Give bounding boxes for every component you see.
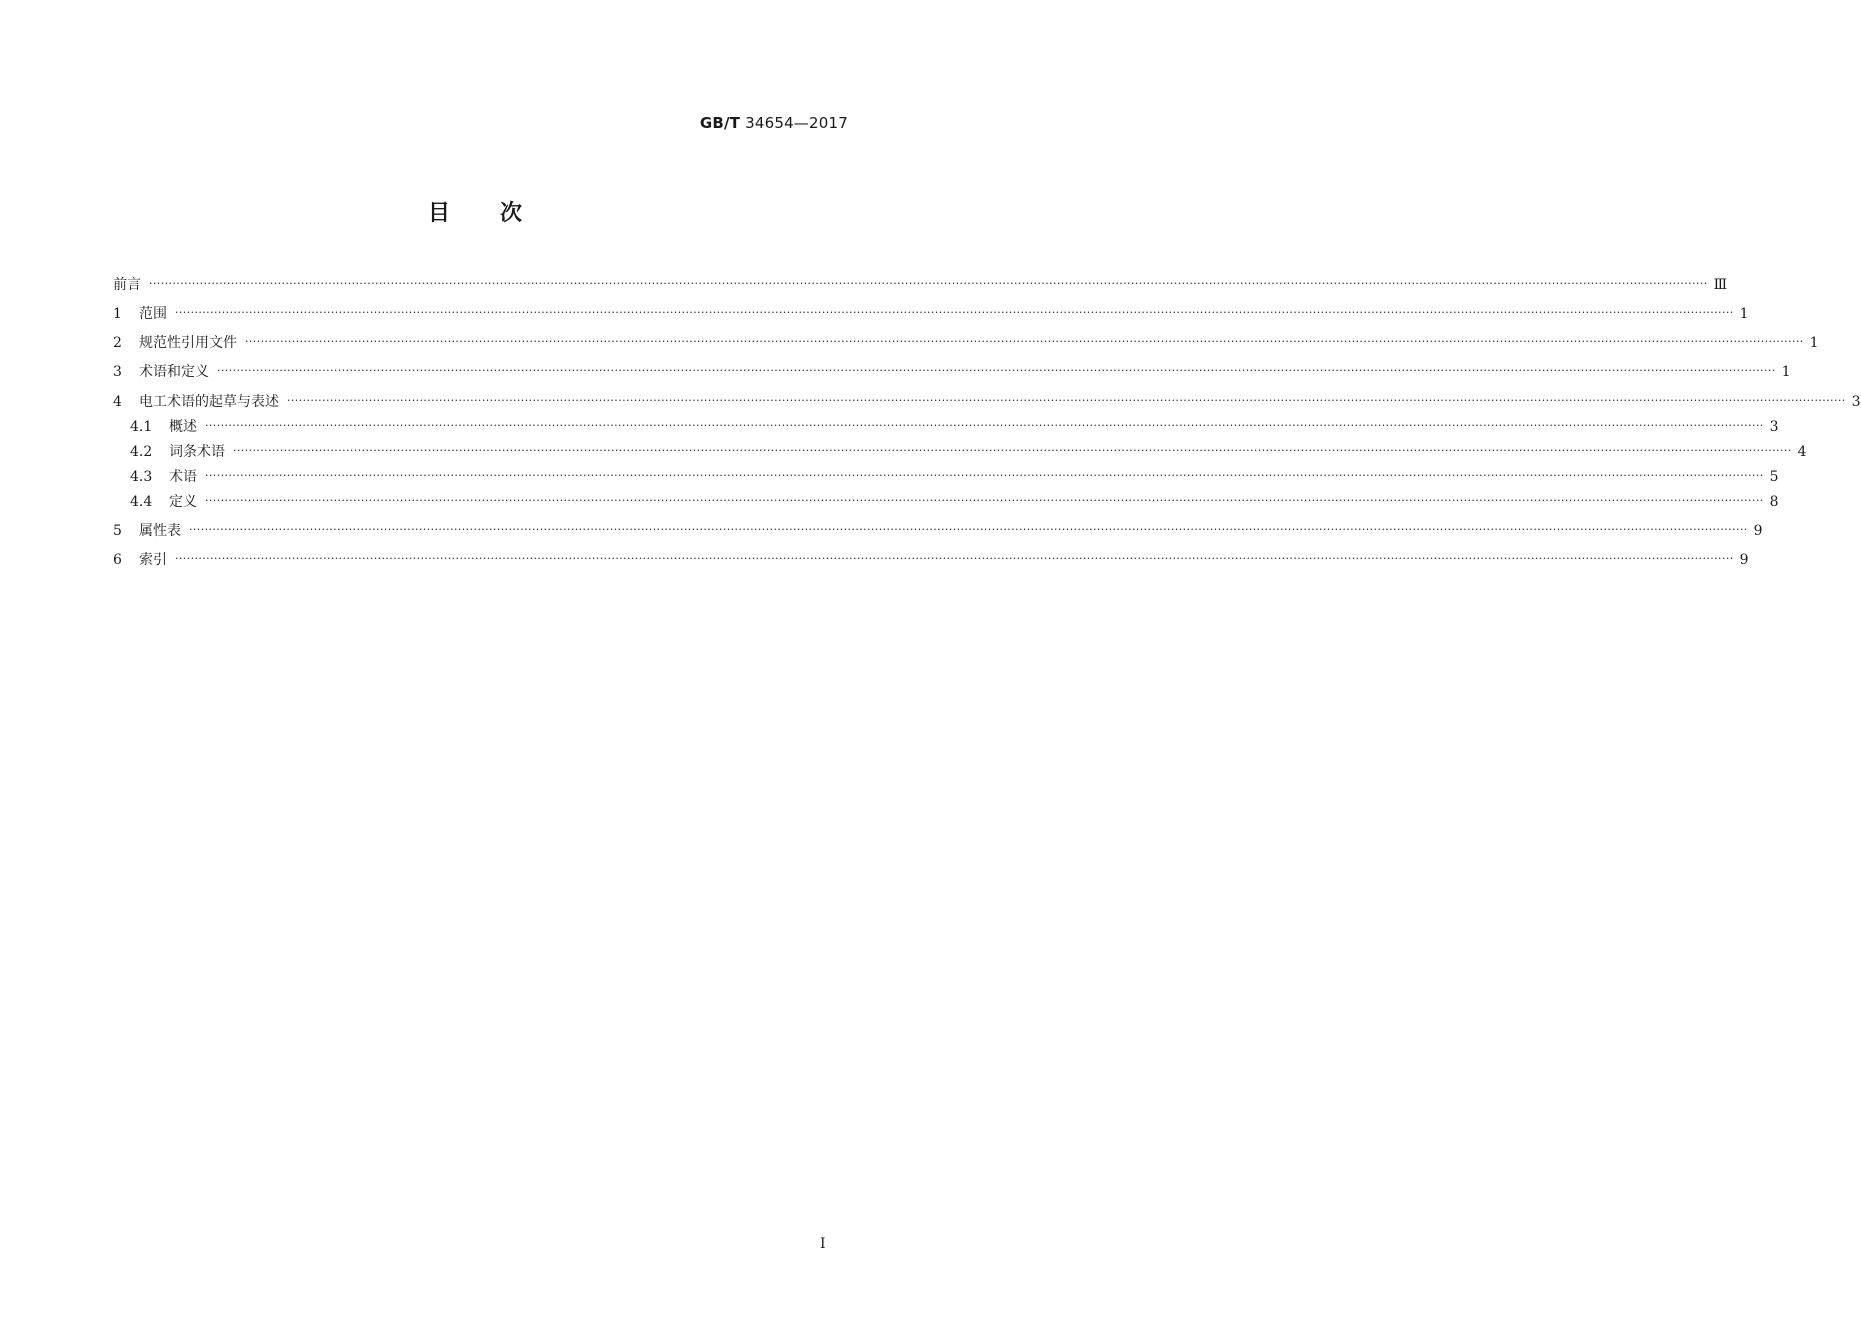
- toc-entry-label: 前言: [113, 277, 141, 293]
- toc-entry-page: Ⅲ: [1713, 277, 1728, 293]
- toc-leader: ················································································································································································································································································································································································································: [149, 277, 1708, 290]
- page-number: Ⅰ: [820, 1236, 826, 1252]
- toc-entry-preface[interactable]: [113, 275, 1728, 295]
- toc-entry-page: 9: [1739, 552, 1749, 568]
- toc-entry-page: 3: [1851, 394, 1861, 410]
- toc-entry-terms-definitions[interactable]: [113, 362, 1791, 382]
- toc-entry-entry-terms[interactable]: [130, 442, 1807, 462]
- toc-entry-terms[interactable]: [130, 467, 1779, 487]
- toc-entry-number: 5: [113, 523, 122, 539]
- toc-entry-page: 1: [1781, 364, 1791, 380]
- toc-entry-label: 术语: [169, 469, 197, 485]
- toc-entry-overview[interactable]: [130, 417, 1779, 437]
- standard-prefix: GB/T: [699, 114, 741, 132]
- toc-entry-page: 5: [1769, 469, 1779, 485]
- toc-entry-label: 定义: [169, 494, 197, 510]
- page-title: 目次: [427, 201, 572, 226]
- toc-entry-page: 9: [1753, 523, 1763, 539]
- toc-entry-attribute-table[interactable]: [113, 521, 1763, 541]
- toc-entry-label: 概述: [169, 419, 197, 435]
- toc-entry-number: 6: [113, 552, 122, 568]
- toc-leader: ················································································································································································································································································································································································································: [175, 306, 1734, 319]
- toc-entry-drafting[interactable]: [113, 392, 1861, 412]
- toc-entry-number: 4.2: [130, 444, 153, 460]
- toc-entry-page: 1: [1739, 306, 1749, 322]
- toc-leader: ················································································································································································································································································································································································································: [287, 394, 1846, 407]
- toc-leader: ················································································································································································································································································································································································································: [245, 335, 1804, 348]
- toc-entry-page: 1: [1809, 335, 1819, 351]
- toc-entry-label: 属性表: [139, 523, 181, 539]
- toc-entry-label: 索引: [139, 552, 167, 568]
- toc-entry-number: 1: [113, 306, 122, 322]
- toc-leader: ················································································································································································································································································································································································································: [189, 523, 1748, 536]
- toc-leader: ················································································································································································································································································································································································································: [175, 552, 1734, 565]
- toc-entry-page: 4: [1797, 444, 1807, 460]
- toc-entry-number: 3: [113, 364, 122, 380]
- toc-entry-scope[interactable]: [113, 304, 1749, 324]
- toc-entry-number: 4: [113, 394, 122, 410]
- toc-entry-label: 电工术语的起草与表述: [139, 394, 279, 410]
- toc-entry-page: 3: [1769, 419, 1779, 435]
- toc-entry-label: 范围: [139, 306, 167, 322]
- toc-leader: ················································································································································································································································································································································································································: [233, 444, 1792, 457]
- toc-entry-label: 术语和定义: [139, 364, 209, 380]
- toc-entry-normative-references[interactable]: [113, 333, 1819, 353]
- toc-entry-number: 4.4: [130, 494, 153, 510]
- toc-entry-definitions[interactable]: [130, 492, 1779, 512]
- toc-entry-label: 规范性引用文件: [139, 335, 237, 351]
- toc-leader: ················································································································································································································································································································································································································: [205, 419, 1764, 432]
- toc-entry-page: 8: [1769, 494, 1779, 510]
- toc-leader: ················································································································································································································································································································································································································: [205, 469, 1764, 482]
- toc-entry-index[interactable]: [113, 550, 1749, 570]
- standard-number: 34654—2017: [745, 114, 848, 132]
- toc-leader: ················································································································································································································································································································································································································: [205, 494, 1764, 507]
- toc-entry-number: 4.1: [130, 419, 153, 435]
- toc-entry-label: 词条术语: [169, 444, 225, 460]
- toc-entry-number: 2: [113, 335, 122, 351]
- toc-entry-number: 4.3: [130, 469, 153, 485]
- toc-leader: ················································································································································································································································································································································································································: [217, 364, 1776, 377]
